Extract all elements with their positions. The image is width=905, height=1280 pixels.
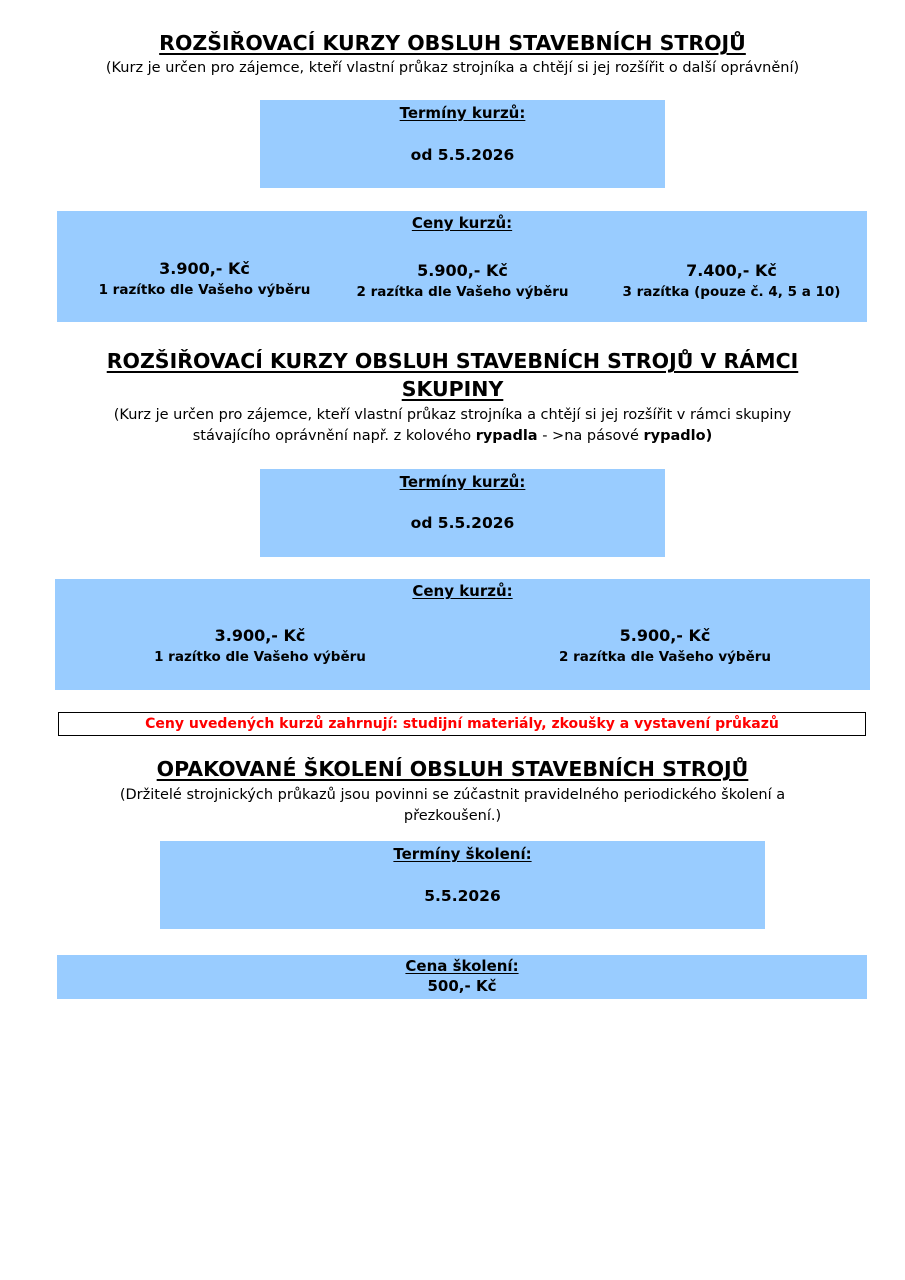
section2-prices-heading: Ceny kurzů: (412, 582, 513, 600)
section2-dates-box (260, 469, 665, 557)
price-description: 3 razítka (pouze č. 4, 5 a 10) (622, 284, 841, 300)
price-amount: 3.900,- Kč (159, 259, 250, 278)
section3-dates-box (160, 841, 765, 929)
section2-subtitle-line2 (40, 426, 865, 447)
section3-price-box (57, 955, 867, 999)
section3-dates-heading: Termíny školení: (393, 845, 532, 863)
subtitle-text: - >na pásové (537, 428, 644, 444)
section3-subtitle (40, 785, 865, 827)
section2-dates-heading: Termíny kurzů: (399, 473, 526, 491)
section1-prices-box (57, 211, 867, 322)
subtitle-text: stávajícího oprávnění např. z kolového (192, 428, 476, 444)
section1-dates-value: od 5.5.2026 (410, 146, 515, 164)
section3-dates-value: 5.5.2026 (424, 887, 501, 905)
subtitle-bold-text: rypadla (475, 428, 538, 444)
price-includes-notice: Ceny uvedených kurzů zahrnují: studijní materiály, zkoušky a vystavení průkazů (58, 712, 866, 736)
section2-price-1 (120, 625, 400, 667)
section1-title: ROZŠIŘOVACÍ KURZY OBSLUH STAVEBNÍCH STROJŮ (159, 31, 746, 55)
section1-price-2 (325, 260, 600, 302)
section2-dates-value: od 5.5.2026 (410, 514, 515, 532)
section1-prices-heading: Ceny kurzů: (411, 214, 513, 232)
section2-price-2 (525, 625, 805, 667)
section1-price-1 (67, 258, 342, 300)
price-description: 1 razítko dle Vašeho výběru (98, 282, 311, 298)
section3-price-value: 500,- Kč (427, 977, 497, 995)
section2-subtitle (40, 405, 865, 447)
section2-title (40, 348, 865, 402)
section2-title-line2: SKUPINY (401, 377, 504, 401)
section2-title-line1: ROZŠIŘOVACÍ KURZY OBSLUH STAVEBNÍCH STROJŮ V RÁMCI (106, 349, 799, 373)
section3-subtitle-line2: přezkoušení.) (403, 808, 502, 824)
section3-price-heading: Cena školení: (405, 957, 519, 975)
section2-subtitle-line1: (Kurz je určen pro zájemce, kteří vlastní průkaz strojníka a chtějí si jej rozšířit v rámci skupiny (113, 407, 792, 423)
section3-subtitle-line1: (Držitelé strojnických průkazů jsou povinni se zúčastnit pravidelného periodického školení a (119, 787, 786, 803)
price-amount: 3.900,- Kč (214, 626, 306, 645)
section1-subtitle: (Kurz je určen pro zájemce, kteří vlastní průkaz strojníka a chtějí si jej rozšířit o další oprávnění) (105, 60, 800, 76)
section1-dates-box (260, 100, 665, 188)
subtitle-bold-text: rypadlo) (643, 428, 713, 444)
price-amount: 7.400,- Kč (686, 261, 777, 280)
section1-price-3 (589, 260, 874, 302)
price-amount: 5.900,- Kč (417, 261, 508, 280)
price-description: 1 razítko dle Vašeho výběru (154, 649, 366, 665)
section2-prices-box (55, 579, 870, 690)
section1-dates-heading: Termíny kurzů: (399, 104, 526, 122)
section3-title: OPAKOVANÉ ŠKOLENÍ OBSLUH STAVEBNÍCH STROJŮ (156, 757, 749, 781)
price-description: 2 razítka dle Vašeho výběru (356, 284, 569, 300)
price-description: 2 razítka dle Vašeho výběru (558, 649, 772, 665)
price-amount: 5.900,- Kč (619, 626, 711, 645)
